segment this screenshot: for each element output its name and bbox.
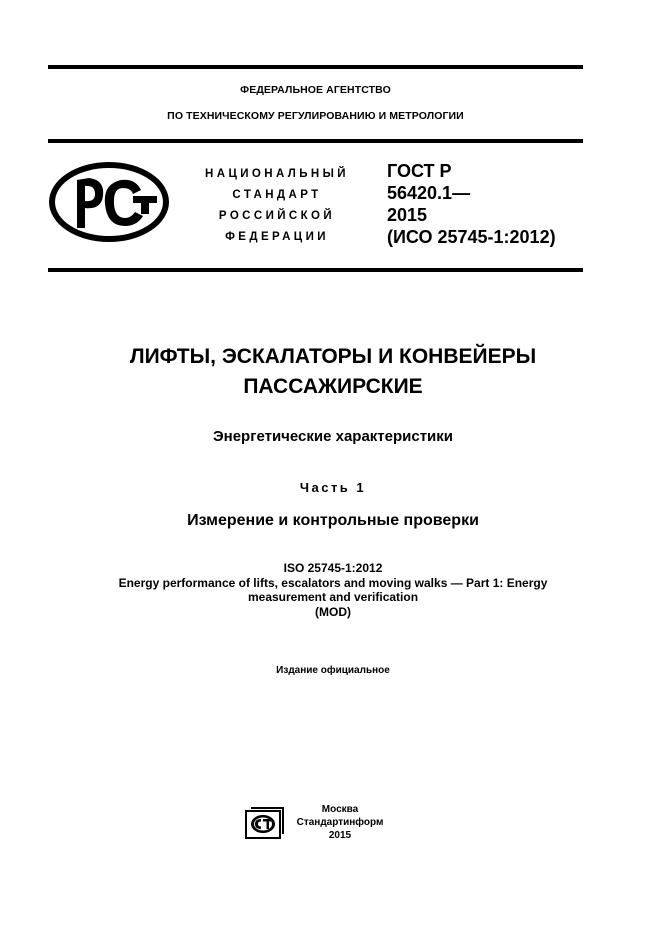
standard-designation [387, 160, 556, 248]
standartinform-logo-icon [245, 806, 285, 839]
designation-line-3: 2015 [387, 205, 428, 225]
national-standard-line-4: ФЕДЕРАЦИИ [225, 231, 329, 243]
national-standard-line-3: РОССИЙСКОЙ [218, 210, 336, 222]
designation-line-4: (ИСО 25745-1:2012) [387, 227, 556, 247]
rst-certification-mark-icon [47, 160, 171, 244]
iso-reference-line-3: measurement and verification [247, 590, 419, 604]
publisher-block [292, 803, 388, 842]
publisher-city: Москва [321, 804, 359, 815]
designation-line-2: 56420.1— [387, 183, 471, 203]
iso-reference-line-2: Energy performance of lifts, escalators and moving walks — Part 1: Energy [118, 575, 548, 590]
bottom-rule [48, 268, 583, 272]
national-standard-line-1: НАЦИОНАЛЬНЫЙ [205, 168, 349, 180]
document-title-line-1: ЛИФТЫ, ЭСКАЛАТОРЫ И КОНВЕЙЕРЫ [129, 345, 537, 368]
publisher-name: Стандартинформ [296, 817, 384, 828]
agency-name-line-2: ПО ТЕХНИЧЕСКОМУ РЕГУЛИРОВАНИЮ И МЕТРОЛОГИИ [167, 110, 464, 122]
iso-reference [48, 561, 618, 619]
national-standard-block [188, 164, 366, 248]
iso-reference-line-4: (MOD) [315, 604, 351, 619]
agency-name-line-1: ФЕДЕРАЛЬНОЕ АГЕНТСТВО [240, 84, 391, 96]
edition-note: Издание официальное [276, 665, 390, 676]
designation-line-1: ГОСТ Р [387, 161, 452, 181]
document-subtitle: Энергетические характеристики [212, 428, 454, 445]
part-title: Измерение и контрольные проверки [187, 512, 479, 529]
part-label: Часть 1 [299, 480, 367, 495]
national-standard-line-2: СТАНДАРТ [232, 189, 322, 201]
document-title-line-2: ПАССАЖИРСКИЕ [243, 375, 423, 398]
middle-rule [48, 139, 583, 143]
iso-reference-line-1: ISO 25745-1:2012 [283, 561, 383, 575]
publisher-year: 2015 [328, 830, 352, 841]
top-rule [48, 65, 583, 69]
document-title [48, 342, 618, 402]
